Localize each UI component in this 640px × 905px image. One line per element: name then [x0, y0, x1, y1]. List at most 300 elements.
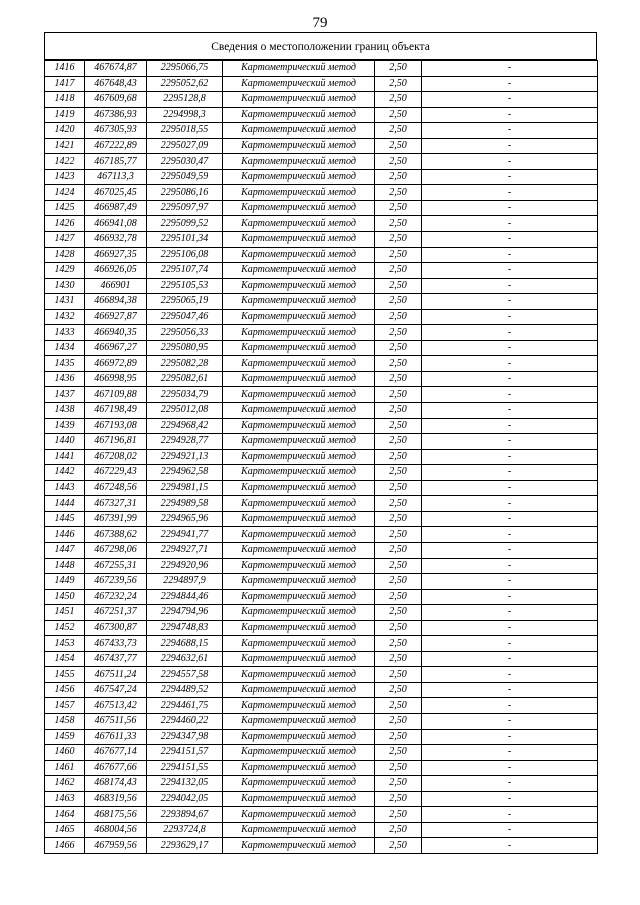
x-coordinate-cell: 466972,89	[85, 356, 147, 372]
table-row	[45, 169, 598, 185]
table-row	[45, 232, 598, 248]
description-cell: -	[422, 465, 598, 481]
x-coordinate-cell: 467547,24	[85, 682, 147, 698]
table-row	[45, 123, 598, 139]
x-coordinate-cell: 467513,42	[85, 698, 147, 714]
description-cell: -	[422, 605, 598, 621]
method-cell: Картометрический метод	[223, 745, 375, 761]
table-row	[45, 682, 598, 698]
accuracy-cell: 2,50	[375, 232, 422, 248]
y-coordinate-cell: 2295049,59	[147, 169, 223, 185]
x-coordinate-cell: 467677,66	[85, 760, 147, 776]
x-coordinate-cell: 467327,31	[85, 496, 147, 512]
method-cell: Картометрический метод	[223, 527, 375, 543]
point-number-cell: 1443	[45, 480, 85, 496]
method-cell: Картометрический метод	[223, 496, 375, 512]
method-cell: Картометрический метод	[223, 558, 375, 574]
table-row	[45, 107, 598, 123]
accuracy-cell: 2,50	[375, 807, 422, 823]
x-coordinate-cell: 468004,56	[85, 822, 147, 838]
description-cell: -	[422, 154, 598, 170]
point-number-cell: 1442	[45, 465, 85, 481]
table-row	[45, 387, 598, 403]
accuracy-cell: 2,50	[375, 574, 422, 590]
table-row	[45, 729, 598, 745]
point-number-cell: 1448	[45, 558, 85, 574]
y-coordinate-cell: 2294921,13	[147, 449, 223, 465]
point-number-cell: 1434	[45, 340, 85, 356]
y-coordinate-cell: 2294688,15	[147, 636, 223, 652]
method-cell: Картометрический метод	[223, 418, 375, 434]
y-coordinate-cell: 2294941,77	[147, 527, 223, 543]
x-coordinate-cell: 467511,24	[85, 667, 147, 683]
point-number-cell: 1432	[45, 309, 85, 325]
method-cell: Картометрический метод	[223, 325, 375, 341]
y-coordinate-cell: 2294151,55	[147, 760, 223, 776]
table-row	[45, 542, 598, 558]
accuracy-cell: 2,50	[375, 200, 422, 216]
table-row	[45, 247, 598, 263]
table-row	[45, 791, 598, 807]
accuracy-cell: 2,50	[375, 480, 422, 496]
table-row	[45, 92, 598, 108]
description-cell: -	[422, 838, 598, 854]
description-cell: -	[422, 200, 598, 216]
x-coordinate-cell: 467609,68	[85, 92, 147, 108]
point-number-cell: 1429	[45, 263, 85, 279]
accuracy-cell: 2,50	[375, 61, 422, 77]
y-coordinate-cell: 2294962,58	[147, 465, 223, 481]
y-coordinate-cell: 2295030,47	[147, 154, 223, 170]
method-cell: Картометрический метод	[223, 278, 375, 294]
table-row	[45, 263, 598, 279]
y-coordinate-cell: 2295018,55	[147, 123, 223, 139]
description-cell: -	[422, 682, 598, 698]
x-coordinate-cell: 467239,56	[85, 574, 147, 590]
x-coordinate-cell: 467677,14	[85, 745, 147, 761]
point-number-cell: 1446	[45, 527, 85, 543]
description-cell: -	[422, 76, 598, 92]
y-coordinate-cell: 2295056,33	[147, 325, 223, 341]
description-cell: -	[422, 807, 598, 823]
description-cell: -	[422, 434, 598, 450]
description-cell: -	[422, 480, 598, 496]
point-number-cell: 1419	[45, 107, 85, 123]
y-coordinate-cell: 2294151,57	[147, 745, 223, 761]
table-row	[45, 713, 598, 729]
method-cell: Картометрический метод	[223, 636, 375, 652]
point-number-cell: 1423	[45, 169, 85, 185]
x-coordinate-cell: 467193,08	[85, 418, 147, 434]
y-coordinate-cell: 2294844,46	[147, 589, 223, 605]
x-coordinate-cell: 467388,62	[85, 527, 147, 543]
x-coordinate-cell: 467185,77	[85, 154, 147, 170]
table-row	[45, 278, 598, 294]
description-cell: -	[422, 698, 598, 714]
y-coordinate-cell: 2294460,22	[147, 713, 223, 729]
method-cell: Картометрический метод	[223, 465, 375, 481]
method-cell: Картометрический метод	[223, 123, 375, 139]
point-number-cell: 1422	[45, 154, 85, 170]
point-number-cell: 1418	[45, 92, 85, 108]
point-number-cell: 1461	[45, 760, 85, 776]
description-cell: -	[422, 527, 598, 543]
description-cell: -	[422, 511, 598, 527]
x-coordinate-cell: 466894,38	[85, 294, 147, 310]
table-row	[45, 589, 598, 605]
coordinates-table	[44, 60, 598, 854]
y-coordinate-cell: 2294965,96	[147, 511, 223, 527]
table-row	[45, 325, 598, 341]
x-coordinate-cell: 467386,93	[85, 107, 147, 123]
method-cell: Картометрический метод	[223, 340, 375, 356]
description-cell: -	[422, 574, 598, 590]
x-coordinate-cell: 467300,87	[85, 620, 147, 636]
description-cell: -	[422, 745, 598, 761]
description-cell: -	[422, 294, 598, 310]
point-number-cell: 1458	[45, 713, 85, 729]
method-cell: Картометрический метод	[223, 511, 375, 527]
x-coordinate-cell: 468174,43	[85, 776, 147, 792]
x-coordinate-cell: 468319,56	[85, 791, 147, 807]
description-cell: -	[422, 589, 598, 605]
x-coordinate-cell: 467222,89	[85, 138, 147, 154]
point-number-cell: 1420	[45, 123, 85, 139]
accuracy-cell: 2,50	[375, 713, 422, 729]
method-cell: Картометрический метод	[223, 589, 375, 605]
method-cell: Картометрический метод	[223, 682, 375, 698]
description-cell: -	[422, 371, 598, 387]
y-coordinate-cell: 2295097,97	[147, 200, 223, 216]
table-row	[45, 340, 598, 356]
point-number-cell: 1421	[45, 138, 85, 154]
description-cell: -	[422, 340, 598, 356]
table-title: Сведения о местоположении границ объекта	[44, 32, 597, 60]
x-coordinate-cell: 467109,88	[85, 387, 147, 403]
description-cell: -	[422, 278, 598, 294]
table-row	[45, 605, 598, 621]
method-cell: Картометрический метод	[223, 791, 375, 807]
y-coordinate-cell: 2293629,17	[147, 838, 223, 854]
y-coordinate-cell: 2295034,79	[147, 387, 223, 403]
y-coordinate-cell: 2294998,3	[147, 107, 223, 123]
y-coordinate-cell: 2295052,62	[147, 76, 223, 92]
table-row	[45, 434, 598, 450]
y-coordinate-cell: 2295105,53	[147, 278, 223, 294]
point-number-cell: 1462	[45, 776, 85, 792]
y-coordinate-cell: 2294897,9	[147, 574, 223, 590]
description-cell: -	[422, 247, 598, 263]
method-cell: Картометрический метод	[223, 449, 375, 465]
y-coordinate-cell: 2295080,95	[147, 340, 223, 356]
point-number-cell: 1426	[45, 216, 85, 232]
y-coordinate-cell: 2294920,96	[147, 558, 223, 574]
point-number-cell: 1444	[45, 496, 85, 512]
point-number-cell: 1425	[45, 200, 85, 216]
accuracy-cell: 2,50	[375, 822, 422, 838]
point-number-cell: 1424	[45, 185, 85, 201]
x-coordinate-cell: 467437,77	[85, 651, 147, 667]
point-number-cell: 1455	[45, 667, 85, 683]
description-cell: -	[422, 61, 598, 77]
accuracy-cell: 2,50	[375, 294, 422, 310]
x-coordinate-cell: 467232,24	[85, 589, 147, 605]
y-coordinate-cell: 2294748,83	[147, 620, 223, 636]
x-coordinate-cell: 467025,45	[85, 185, 147, 201]
accuracy-cell: 2,50	[375, 309, 422, 325]
description-cell: -	[422, 92, 598, 108]
method-cell: Картометрический метод	[223, 605, 375, 621]
x-coordinate-cell: 466987,49	[85, 200, 147, 216]
point-number-cell: 1445	[45, 511, 85, 527]
x-coordinate-cell: 467674,87	[85, 61, 147, 77]
table-row	[45, 667, 598, 683]
accuracy-cell: 2,50	[375, 682, 422, 698]
description-cell: -	[422, 107, 598, 123]
x-coordinate-cell: 466998,95	[85, 371, 147, 387]
point-number-cell: 1466	[45, 838, 85, 854]
point-number-cell: 1454	[45, 651, 85, 667]
accuracy-cell: 2,50	[375, 154, 422, 170]
x-coordinate-cell: 466932,78	[85, 232, 147, 248]
accuracy-cell: 2,50	[375, 558, 422, 574]
table-row	[45, 449, 598, 465]
accuracy-cell: 2,50	[375, 247, 422, 263]
accuracy-cell: 2,50	[375, 371, 422, 387]
method-cell: Картометрический метод	[223, 403, 375, 419]
x-coordinate-cell: 468175,56	[85, 807, 147, 823]
table-row	[45, 574, 598, 590]
table-row	[45, 822, 598, 838]
description-cell: -	[422, 185, 598, 201]
accuracy-cell: 2,50	[375, 169, 422, 185]
table-row	[45, 418, 598, 434]
y-coordinate-cell: 2294927,71	[147, 542, 223, 558]
description-cell: -	[422, 713, 598, 729]
accuracy-cell: 2,50	[375, 138, 422, 154]
method-cell: Картометрический метод	[223, 480, 375, 496]
method-cell: Картометрический метод	[223, 620, 375, 636]
accuracy-cell: 2,50	[375, 107, 422, 123]
x-coordinate-cell: 467305,93	[85, 123, 147, 139]
table-row	[45, 154, 598, 170]
method-cell: Картометрический метод	[223, 154, 375, 170]
y-coordinate-cell: 2295082,28	[147, 356, 223, 372]
table-row	[45, 745, 598, 761]
method-cell: Картометрический метод	[223, 698, 375, 714]
accuracy-cell: 2,50	[375, 434, 422, 450]
point-number-cell: 1463	[45, 791, 85, 807]
description-cell: -	[422, 356, 598, 372]
y-coordinate-cell: 2294928,77	[147, 434, 223, 450]
point-number-cell: 1460	[45, 745, 85, 761]
x-coordinate-cell: 466941,08	[85, 216, 147, 232]
accuracy-cell: 2,50	[375, 651, 422, 667]
description-cell: -	[422, 729, 598, 745]
description-cell: -	[422, 263, 598, 279]
point-number-cell: 1427	[45, 232, 85, 248]
x-coordinate-cell: 467298,06	[85, 542, 147, 558]
x-coordinate-cell: 466927,35	[85, 247, 147, 263]
method-cell: Картометрический метод	[223, 542, 375, 558]
method-cell: Картометрический метод	[223, 263, 375, 279]
accuracy-cell: 2,50	[375, 496, 422, 512]
point-number-cell: 1435	[45, 356, 85, 372]
x-coordinate-cell: 467251,37	[85, 605, 147, 621]
y-coordinate-cell: 2295107,74	[147, 263, 223, 279]
method-cell: Картометрический метод	[223, 713, 375, 729]
accuracy-cell: 2,50	[375, 760, 422, 776]
table-row	[45, 185, 598, 201]
table-row	[45, 636, 598, 652]
y-coordinate-cell: 2295012,08	[147, 403, 223, 419]
accuracy-cell: 2,50	[375, 698, 422, 714]
x-coordinate-cell: 467113,3	[85, 169, 147, 185]
description-cell: -	[422, 232, 598, 248]
description-cell: -	[422, 449, 598, 465]
accuracy-cell: 2,50	[375, 92, 422, 108]
table-row	[45, 651, 598, 667]
x-coordinate-cell: 466926,05	[85, 263, 147, 279]
accuracy-cell: 2,50	[375, 589, 422, 605]
table-row	[45, 309, 598, 325]
y-coordinate-cell: 2295082,61	[147, 371, 223, 387]
point-number-cell: 1436	[45, 371, 85, 387]
table-row	[45, 760, 598, 776]
x-coordinate-cell: 466940,35	[85, 325, 147, 341]
page-number: 79	[312, 15, 328, 31]
accuracy-cell: 2,50	[375, 667, 422, 683]
accuracy-cell: 2,50	[375, 776, 422, 792]
point-number-cell: 1452	[45, 620, 85, 636]
accuracy-cell: 2,50	[375, 263, 422, 279]
y-coordinate-cell: 2295099,52	[147, 216, 223, 232]
accuracy-cell: 2,50	[375, 745, 422, 761]
point-number-cell: 1450	[45, 589, 85, 605]
method-cell: Картометрический метод	[223, 92, 375, 108]
table-row	[45, 138, 598, 154]
y-coordinate-cell: 2295101,34	[147, 232, 223, 248]
accuracy-cell: 2,50	[375, 387, 422, 403]
method-cell: Картометрический метод	[223, 822, 375, 838]
accuracy-cell: 2,50	[375, 123, 422, 139]
accuracy-cell: 2,50	[375, 791, 422, 807]
y-coordinate-cell: 2295086,16	[147, 185, 223, 201]
point-number-cell: 1456	[45, 682, 85, 698]
point-number-cell: 1439	[45, 418, 85, 434]
description-cell: -	[422, 760, 598, 776]
point-number-cell: 1453	[45, 636, 85, 652]
point-number-cell: 1437	[45, 387, 85, 403]
method-cell: Картометрический метод	[223, 667, 375, 683]
accuracy-cell: 2,50	[375, 542, 422, 558]
table-row	[45, 511, 598, 527]
table-row	[45, 527, 598, 543]
accuracy-cell: 2,50	[375, 278, 422, 294]
accuracy-cell: 2,50	[375, 620, 422, 636]
description-cell: -	[422, 620, 598, 636]
method-cell: Картометрический метод	[223, 185, 375, 201]
method-cell: Картометрический метод	[223, 247, 375, 263]
y-coordinate-cell: 2294461,75	[147, 698, 223, 714]
point-number-cell: 1465	[45, 822, 85, 838]
accuracy-cell: 2,50	[375, 465, 422, 481]
description-cell: -	[422, 418, 598, 434]
y-coordinate-cell: 2295106,08	[147, 247, 223, 263]
table-row	[45, 403, 598, 419]
method-cell: Картометрический метод	[223, 216, 375, 232]
y-coordinate-cell: 2295128,8	[147, 92, 223, 108]
y-coordinate-cell: 2294489,52	[147, 682, 223, 698]
x-coordinate-cell: 467648,43	[85, 76, 147, 92]
method-cell: Картометрический метод	[223, 356, 375, 372]
y-coordinate-cell: 2295027,09	[147, 138, 223, 154]
accuracy-cell: 2,50	[375, 216, 422, 232]
description-cell: -	[422, 667, 598, 683]
table-row	[45, 216, 598, 232]
point-number-cell: 1449	[45, 574, 85, 590]
x-coordinate-cell: 467208,02	[85, 449, 147, 465]
description-cell: -	[422, 776, 598, 792]
x-coordinate-cell: 467611,33	[85, 729, 147, 745]
method-cell: Картометрический метод	[223, 776, 375, 792]
description-cell: -	[422, 636, 598, 652]
accuracy-cell: 2,50	[375, 403, 422, 419]
method-cell: Картометрический метод	[223, 294, 375, 310]
table-row	[45, 698, 598, 714]
table-row	[45, 294, 598, 310]
table-row	[45, 558, 598, 574]
method-cell: Картометрический метод	[223, 232, 375, 248]
x-coordinate-cell: 466901	[85, 278, 147, 294]
x-coordinate-cell: 467229,43	[85, 465, 147, 481]
accuracy-cell: 2,50	[375, 527, 422, 543]
table-row	[45, 61, 598, 77]
description-cell: -	[422, 651, 598, 667]
method-cell: Картометрический метод	[223, 807, 375, 823]
method-cell: Картометрический метод	[223, 574, 375, 590]
description-cell: -	[422, 387, 598, 403]
accuracy-cell: 2,50	[375, 418, 422, 434]
point-number-cell: 1451	[45, 605, 85, 621]
accuracy-cell: 2,50	[375, 340, 422, 356]
y-coordinate-cell: 2294347,98	[147, 729, 223, 745]
y-coordinate-cell: 2293724,8	[147, 822, 223, 838]
table-row	[45, 480, 598, 496]
accuracy-cell: 2,50	[375, 76, 422, 92]
accuracy-cell: 2,50	[375, 356, 422, 372]
description-cell: -	[422, 123, 598, 139]
x-coordinate-cell: 467196,81	[85, 434, 147, 450]
table-row	[45, 496, 598, 512]
x-coordinate-cell: 467391,99	[85, 511, 147, 527]
method-cell: Картометрический метод	[223, 729, 375, 745]
accuracy-cell: 2,50	[375, 729, 422, 745]
accuracy-cell: 2,50	[375, 185, 422, 201]
description-cell: -	[422, 309, 598, 325]
y-coordinate-cell: 2294989,58	[147, 496, 223, 512]
x-coordinate-cell: 467255,31	[85, 558, 147, 574]
table-row	[45, 356, 598, 372]
y-coordinate-cell: 2294557,58	[147, 667, 223, 683]
y-coordinate-cell: 2294132,05	[147, 776, 223, 792]
point-number-cell: 1417	[45, 76, 85, 92]
point-number-cell: 1457	[45, 698, 85, 714]
x-coordinate-cell: 466927,87	[85, 309, 147, 325]
y-coordinate-cell: 2295066,75	[147, 61, 223, 77]
accuracy-cell: 2,50	[375, 511, 422, 527]
y-coordinate-cell: 2295065,19	[147, 294, 223, 310]
